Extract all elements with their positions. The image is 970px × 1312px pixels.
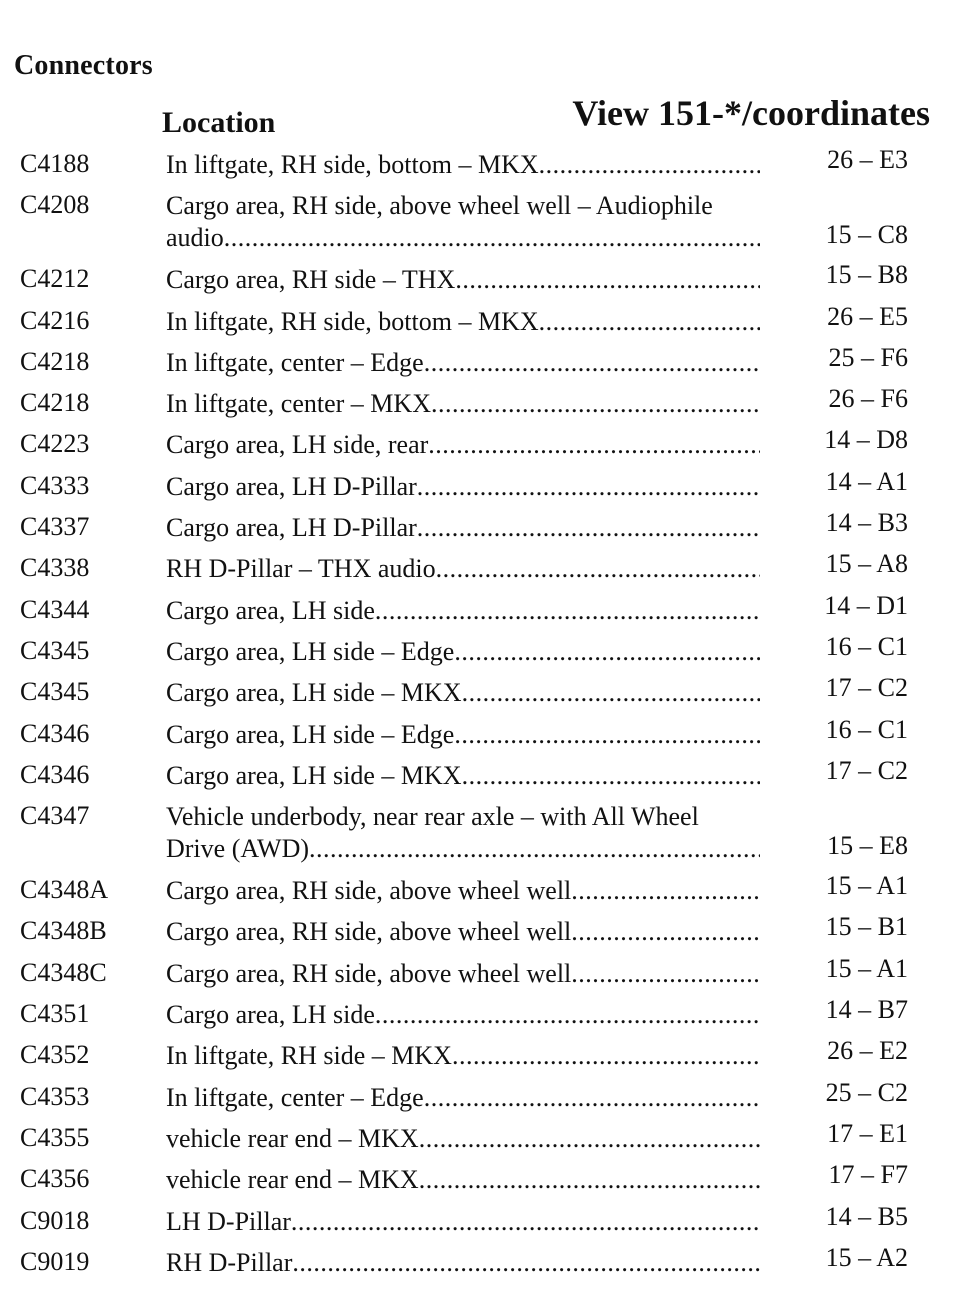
connector-coordinate: 15 – A2 — [825, 1242, 908, 1272]
connector-coordinate: 14 – A1 — [825, 466, 908, 496]
connector-coordinate: 25 – C2 — [825, 1077, 908, 1107]
connector-coordinate: 17 – E1 — [827, 1118, 908, 1148]
connector-location — [166, 471, 760, 503]
dot-leader — [571, 875, 760, 907]
connector-location-text: Cargo area, RH side, above wheel well — [166, 876, 572, 906]
connector-row — [0, 630, 970, 671]
connector-location — [166, 264, 760, 296]
connector-coordinate: 16 – C1 — [825, 631, 908, 661]
connector-location-text: Cargo area, LH side – MKX — [166, 760, 462, 790]
connector-location-text: In liftgate, center – Edge — [166, 347, 424, 377]
connector-coordinate: 15 – B1 — [825, 912, 908, 942]
dot-leader — [424, 1082, 760, 1114]
connector-location — [166, 677, 760, 709]
connector-location-text: Cargo area, LH side – Edge — [166, 636, 455, 666]
connector-code: C4344 — [20, 594, 90, 624]
connector-row — [0, 713, 970, 754]
connector-location-text: Cargo area, LH D-Pillar — [166, 471, 417, 501]
dot-leader — [419, 1123, 760, 1155]
connector-location-text: In liftgate, RH side, bottom – MKX — [166, 150, 539, 179]
connector-coordinate: 14 – B5 — [825, 1201, 908, 1231]
connector-location — [166, 512, 760, 544]
dot-leader — [455, 264, 760, 296]
connector-coordinate: 15 – E8 — [827, 831, 908, 861]
connector-location — [166, 388, 760, 420]
connector-code: C4347 — [20, 801, 90, 831]
connector-location — [166, 1040, 760, 1072]
connector-location-text: Cargo area, LH side – MKX — [166, 678, 462, 708]
connector-code: C4352 — [20, 1040, 90, 1070]
connector-coordinate: 14 – D8 — [824, 425, 908, 455]
connector-row — [0, 869, 970, 910]
connector-coordinate: 15 – A1 — [825, 953, 908, 983]
connector-location — [166, 719, 760, 751]
view-coordinates-heading: View 151-*/coordinates — [572, 93, 930, 133]
dot-leader — [375, 595, 760, 627]
connector-coordinate: 17 – F7 — [828, 1160, 908, 1190]
connector-code: C4348A — [20, 875, 109, 905]
connector-code: C4218 — [20, 346, 90, 376]
dot-leader — [452, 1040, 760, 1072]
dot-leader — [424, 347, 760, 379]
connector-location — [166, 553, 760, 585]
connector-location — [166, 1247, 760, 1279]
connector-row — [0, 993, 970, 1034]
connector-code: C4345 — [20, 635, 90, 665]
connector-row — [0, 506, 970, 547]
connector-code: C4208 — [20, 190, 90, 220]
connector-location — [166, 595, 760, 627]
connector-row — [0, 300, 970, 341]
connector-coordinate: 17 – C2 — [825, 755, 908, 785]
connector-row — [0, 423, 970, 464]
section-title: Connectors — [14, 50, 153, 81]
dot-leader — [571, 958, 760, 990]
connector-row — [0, 910, 970, 951]
connector-coordinate: 15 – A1 — [825, 871, 908, 901]
connector-code: C9019 — [20, 1246, 90, 1276]
connector-code: C4348C — [20, 957, 107, 987]
connector-location-text: LH D-Pillar — [166, 1206, 291, 1236]
connector-row — [0, 143, 970, 184]
connector-location — [166, 1082, 760, 1114]
connector-location — [166, 190, 760, 254]
connector-location — [166, 760, 760, 792]
connector-code: C4353 — [20, 1081, 90, 1111]
dot-leader — [539, 306, 760, 338]
connector-location-text: RH D-Pillar — [166, 1247, 293, 1277]
connector-row — [0, 184, 970, 258]
dot-leader — [309, 833, 760, 865]
connector-row — [0, 1034, 970, 1075]
connector-coordinate: 16 – C1 — [825, 714, 908, 744]
connector-row — [0, 1200, 970, 1241]
connector-code: C4337 — [20, 512, 90, 542]
connector-row — [0, 341, 970, 382]
connector-code: C4188 — [20, 149, 90, 178]
dot-leader — [224, 222, 760, 254]
dot-leader — [539, 149, 760, 181]
dot-leader — [292, 1247, 760, 1279]
connector-location-text: vehicle rear end – MKX — [166, 1123, 419, 1153]
connector-coordinate: 14 – D1 — [824, 590, 908, 620]
connector-coordinate: 14 – B3 — [825, 508, 908, 538]
connector-coordinate: 17 – C2 — [825, 673, 908, 703]
dot-leader — [428, 429, 760, 461]
connector-code: C4333 — [20, 470, 90, 500]
connector-location-text: Cargo area, LH side, rear — [166, 430, 429, 460]
connector-code: C4338 — [20, 553, 90, 583]
connector-coordinate: 26 – E5 — [827, 301, 908, 331]
connector-row — [0, 1158, 970, 1199]
connector-location — [166, 306, 760, 338]
connector-location-text: In liftgate, RH side – MKX — [166, 1041, 452, 1071]
connector-row — [0, 589, 970, 630]
connector-row — [0, 465, 970, 506]
connector-location-text: Cargo area, LH side — [166, 1000, 375, 1030]
connector-location-text: In liftgate, center – Edge — [166, 1082, 424, 1112]
connector-code: C4212 — [20, 264, 90, 294]
connector-location-text: Drive (AWD) — [166, 834, 310, 864]
connector-location-text: RH D-Pillar – THX audio — [166, 554, 436, 584]
connector-location-text: Cargo area, RH side, above wheel well — [166, 958, 572, 988]
connector-table — [0, 143, 970, 1282]
dot-leader — [417, 512, 760, 544]
connector-row — [0, 258, 970, 299]
dot-leader — [462, 677, 760, 709]
connector-coordinate: 26 – E2 — [827, 1036, 908, 1066]
connector-location — [166, 347, 760, 379]
connector-location-text: In liftgate, center – MKX — [166, 389, 431, 419]
connector-location — [166, 875, 760, 907]
dot-leader — [571, 916, 760, 948]
connector-location — [166, 916, 760, 948]
connector-location-text: Cargo area, LH side – Edge — [166, 719, 455, 749]
connector-location-line1: Vehicle underbody, near rear axle – with All Wheel — [166, 802, 699, 832]
connector-location-text: Cargo area, LH side — [166, 595, 375, 625]
connector-location — [166, 801, 760, 865]
location-column-heading: Location — [162, 106, 276, 139]
connector-code: C4218 — [20, 388, 90, 418]
connector-location — [166, 958, 760, 990]
connector-location — [166, 999, 760, 1031]
connector-location — [166, 636, 760, 668]
connector-location — [166, 149, 760, 181]
connector-code: C4348B — [20, 916, 107, 946]
connector-location-text: vehicle rear end – MKX — [166, 1165, 419, 1195]
connector-coordinate: 15 – A8 — [825, 549, 908, 579]
connector-coordinate: 26 – E3 — [827, 145, 908, 174]
connector-location — [166, 1206, 760, 1238]
connector-code: C4355 — [20, 1122, 90, 1152]
connector-code: C4223 — [20, 429, 90, 459]
connector-row — [0, 754, 970, 795]
dot-leader — [462, 760, 760, 792]
connector-location — [166, 1164, 760, 1196]
connector-row — [0, 547, 970, 588]
connector-code: C4356 — [20, 1164, 90, 1194]
connector-code: C4346 — [20, 759, 90, 789]
connector-row — [0, 1076, 970, 1117]
connector-location — [166, 429, 760, 461]
connector-location-line1: Cargo area, RH side, above wheel well – Audiophile — [166, 191, 713, 221]
connector-row — [0, 382, 970, 423]
dot-leader — [419, 1164, 760, 1196]
dot-leader — [291, 1206, 760, 1238]
connector-coordinate: 25 – F6 — [828, 342, 908, 372]
connector-row — [0, 952, 970, 993]
connector-location-text: audio — [166, 223, 224, 253]
connector-row — [0, 795, 970, 869]
connector-code: C4346 — [20, 718, 90, 748]
connector-location-text: In liftgate, RH side, bottom – MKX — [166, 306, 539, 336]
dot-leader — [436, 553, 760, 585]
connector-row — [0, 1117, 970, 1158]
connector-coordinate: 15 – B8 — [825, 260, 908, 290]
dot-leader — [454, 636, 760, 668]
dot-leader — [431, 388, 760, 420]
connector-row — [0, 671, 970, 712]
connector-row — [0, 1241, 970, 1282]
connector-code: C9018 — [20, 1205, 90, 1235]
dot-leader — [375, 999, 760, 1031]
dot-leader — [417, 471, 760, 503]
connector-coordinate: 26 – F6 — [828, 384, 908, 414]
connector-location-text: Cargo area, LH D-Pillar — [166, 513, 417, 543]
connector-location-text: Cargo area, RH side – THX — [166, 265, 456, 295]
connector-code: C4351 — [20, 999, 90, 1029]
connector-code: C4216 — [20, 305, 90, 335]
connector-code: C4345 — [20, 677, 90, 707]
connector-location — [166, 1123, 760, 1155]
dot-leader — [454, 719, 760, 751]
connector-coordinate: 15 – C8 — [825, 220, 908, 250]
connector-location-text: Cargo area, RH side, above wheel well — [166, 917, 572, 947]
connector-coordinate: 14 – B7 — [825, 995, 908, 1025]
